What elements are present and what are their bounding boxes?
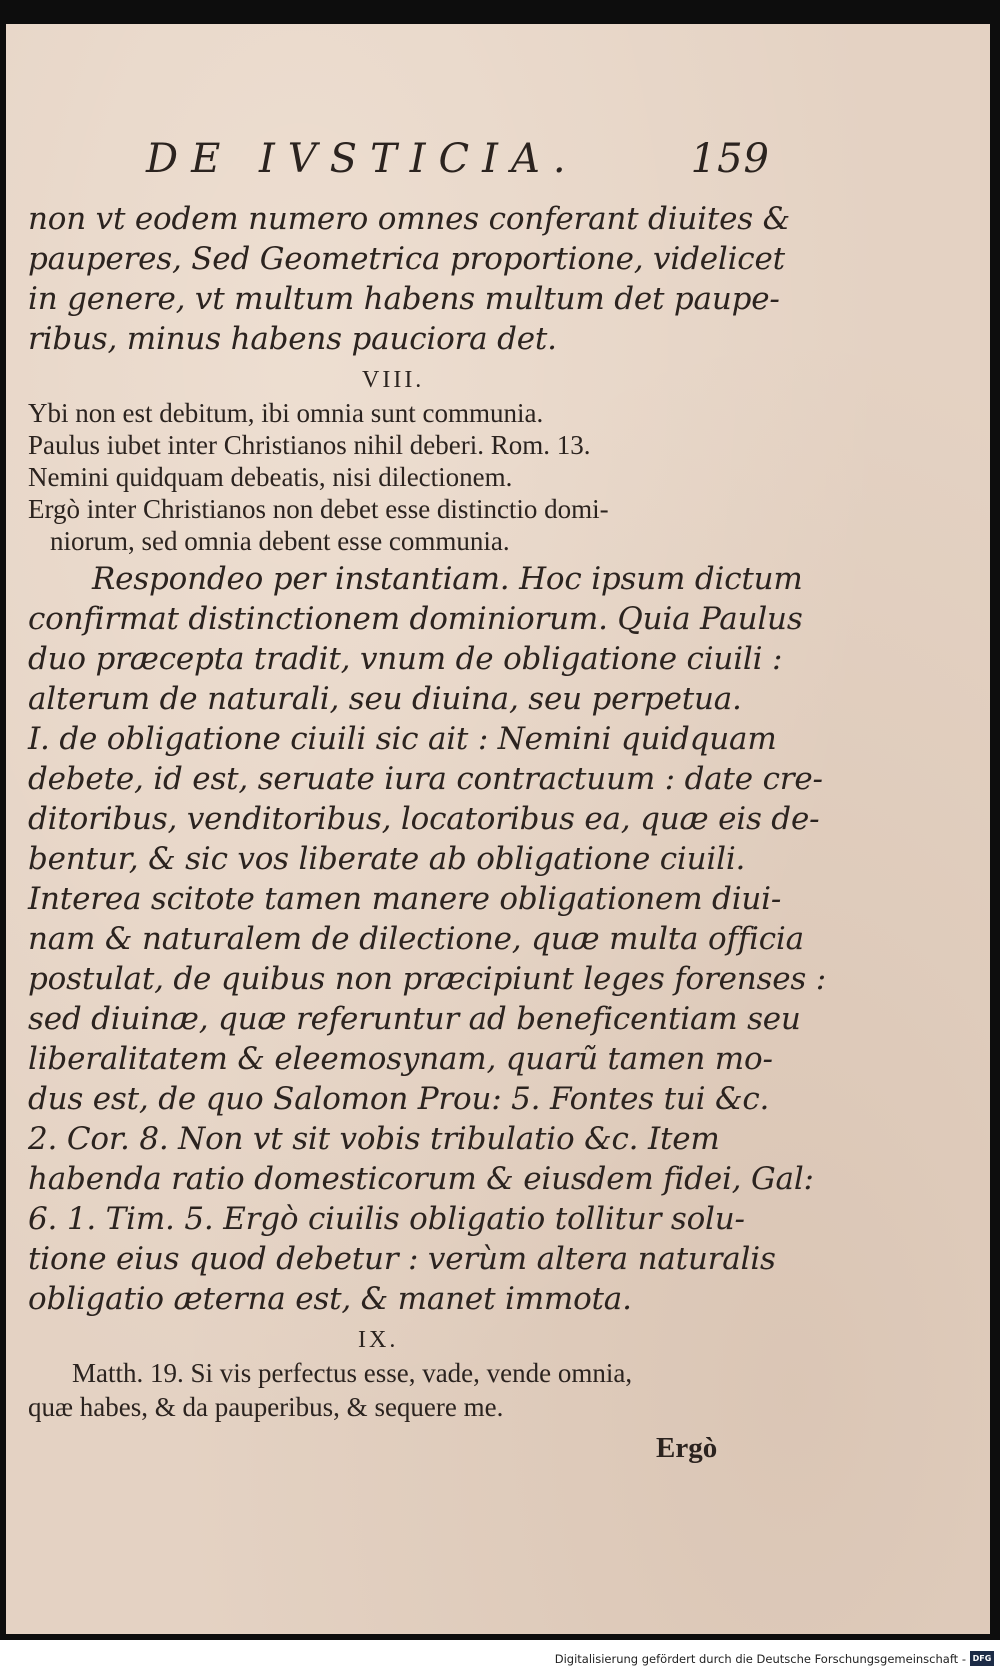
text-line: tione eius quod debetur : verùm altera naturalis: [28, 1241, 776, 1277]
text-line: non vt eodem numero omnes conferant diuites &: [28, 201, 791, 237]
text-line: dus est, de quo Salomon Prou: 5. Fontes tui &c.: [28, 1081, 770, 1117]
text-line: niorum, sed omnia debent esse communia.: [50, 526, 510, 556]
text-line: I. de obligatione ciuili sic ait : Nemini quidquam: [28, 721, 777, 757]
text-line: sed diuinæ, quæ referuntur ad beneficentiam seu: [28, 1001, 801, 1037]
text-line: postulat, de quibus non præcipiunt leges forenses :: [28, 961, 827, 997]
section-number: IX.: [358, 1327, 399, 1353]
text-line: duo præcepta tradit, vnum de obligatione ciuili :: [28, 641, 783, 677]
text-line: Respondeo per instantiam. Hoc ipsum dictum: [92, 561, 803, 597]
text-line: liberalitatem & eleemosynam, quarũ tamen mo-: [28, 1041, 773, 1077]
digitization-footer: [0, 1646, 1000, 1676]
text-line: quæ habes, & da pauperibus, & sequere me.: [28, 1392, 504, 1422]
text-line: bentur, & sic vos liberate ab obligatione ciuili.: [28, 841, 746, 877]
text-line: Ybi non est debitum, ibi omnia sunt communia.: [28, 398, 544, 428]
catchword: Ergò: [656, 1432, 718, 1464]
running-title: DE IVSTICIA.: [146, 136, 579, 182]
text-line: nam & naturalem de dilectione, quæ multa officia: [28, 921, 804, 957]
text-line: habenda ratio domesticorum & eiusdem fidei, Gal:: [28, 1161, 814, 1197]
text-line: ditoribus, venditoribus, locatoribus ea, quæ eis de-: [28, 801, 820, 837]
text-line: Ergò inter Christianos non debet esse distinctio domi-: [28, 494, 609, 524]
text-line: Nemini quidquam debeatis, nisi dilectionem.: [28, 462, 513, 492]
text-line: confirmat distinctionem dominiorum. Quia Paulus: [28, 601, 803, 637]
text-line: debete, id est, seruate iura contractuum : date cre-: [28, 761, 823, 797]
text-line: obligatio æterna est, & manet immota.: [28, 1281, 632, 1317]
funding-credit: Digitalisierung gefördert durch die Deutsche Forschungsgemeinschaft -: [554, 1652, 966, 1666]
text-line: Interea scitote tamen manere obligationem diui-: [28, 881, 782, 917]
text-line: ribus, minus habens pauciora det.: [28, 321, 557, 357]
section-number: VIII.: [362, 367, 425, 393]
text-line: pauperes, Sed Geometrica proportione, videlicet: [28, 241, 785, 277]
running-header: [146, 136, 770, 196]
page-number: 159: [690, 136, 770, 182]
text-line: alterum de naturali, seu diuina, seu perpetua.: [28, 681, 742, 717]
text-line: Paulus iubet inter Christianos nihil deberi. Rom. 13.: [28, 430, 591, 460]
dfg-logo-icon: DFG: [970, 1651, 994, 1666]
text-line: in genere, vt multum habens multum det paupe-: [28, 281, 780, 317]
text-line: 2. Cor. 8. Non vt sit vobis tribulatio &c. Item: [28, 1121, 720, 1157]
text-line: 6. 1. Tim. 5. Ergò ciuilis obligatio tollitur solu-: [28, 1201, 745, 1237]
book-page: [6, 24, 990, 1634]
text-line: Matth. 19. Si vis perfectus esse, vade, vende omnia,: [72, 1358, 633, 1388]
